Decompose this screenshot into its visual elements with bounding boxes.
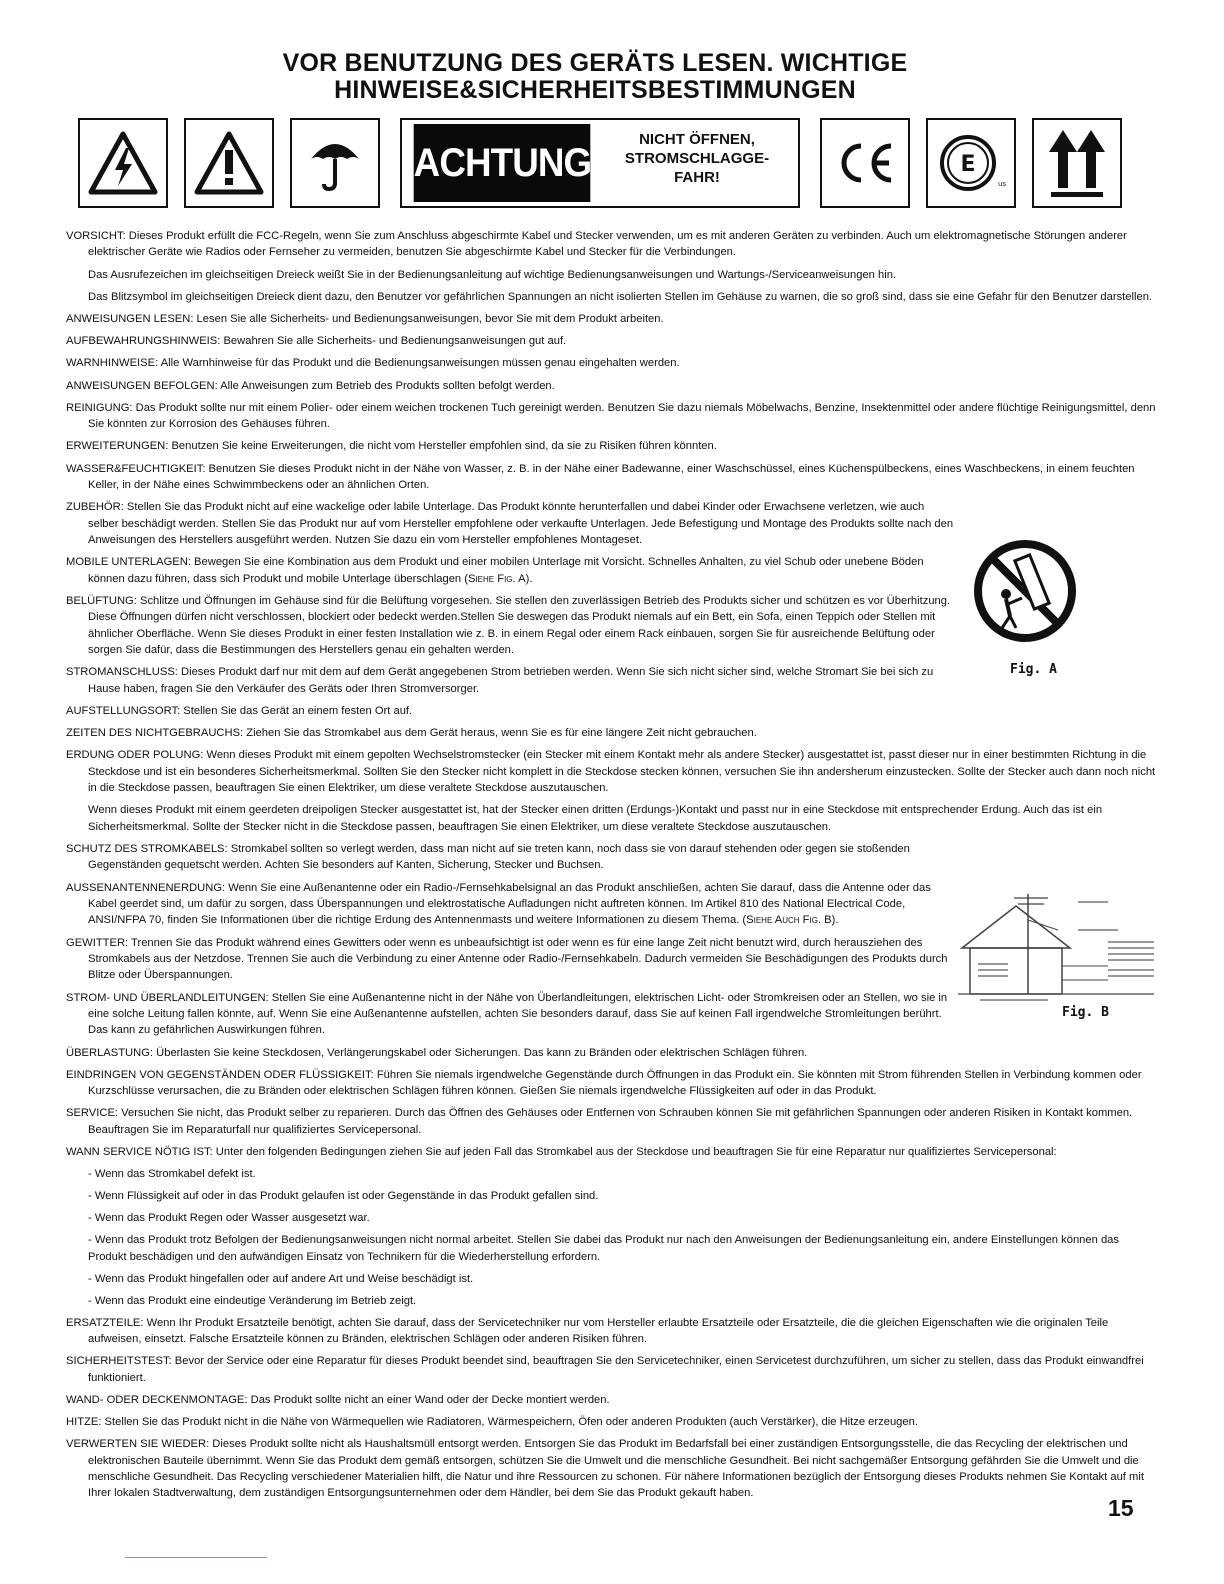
para-erdung	[66, 747, 1156, 796]
para-ausrufezeichen: Das Ausrufezeichen im gleichseitigen Dreieck weißt Sie in der Bedienungsanleitung auf wichtige Bedienungsanweisungen und Wartungs-/Serviceanweisungen hin.	[88, 268, 897, 281]
text-eindringen: Führen Sie niemals irgendwelche Gegenstände durch Öffnungen in das Produkt ein. Sie könnten mit Strom führenden Stellen in Verbindung kommen oder Kurzschlüsse verursachen, die zu Bränden oder elektrischen Schlägen führen können. Gießen Sie niemals irgendwelche Flüssigkeiten auf oder in das Produkt.	[88, 1068, 1142, 1098]
label-stromanschluss: STROMANSCHLUSS:	[66, 666, 178, 679]
label-vorsicht: VORSICHT:	[66, 230, 126, 242]
para-service	[66, 1105, 1156, 1138]
label-zeiten: ZEITEN DES NICHTGEBRAUCHS:	[66, 727, 244, 740]
label-mobile: MOBILE UNTERLAGEN:	[66, 556, 191, 569]
para-sicherheitstest	[66, 1353, 1156, 1386]
label-warn: WARNHINWEISE:	[66, 357, 159, 370]
text-sicherheitstest: Bevor der Service oder eine Reparatur für dieses Produkt beendet sind, beauftragen Sie den Servicetechniker, einen Servicetest durchzuführen, um sicher zu stellen, dass das Produkt einwandfrei funktioniert.	[88, 1355, 1144, 1384]
page-number: 15	[1108, 1495, 1134, 1521]
text-ueberland: Stellen Sie eine Außenantenne nicht in der Nähe von Überlandleitungen, elektrischen Licht- oder Stromkreisen oder an Stellen, wo sie in eine solche Leitung fallen könnte, auf. Wenn Sie eine Außenantenne aufstellen, achten Sie besonders darauf, dass Sie auf keinen Fall irgendwelche Stromleitungen berührt. Das kann zu gefährlichen Auswirkungen führen.	[88, 991, 948, 1037]
para-erweiterungen	[66, 438, 1156, 454]
text-service: Versuchen Sie nicht, das Produkt selber zu reparieren. Durch das Öffnen des Gehäuses oder Entfernen von Schrauben können Sie mit gefährlichen Spannungen oder anderen Risiken in Kontakt kommen. Beauftragen Sie im Reparaturfall nur qualifiziertes Servicepersonal.	[88, 1107, 1133, 1136]
this-way-up-arrows-icon	[1032, 118, 1122, 208]
text-hitze: Stellen Sie das Produkt nicht in die Nähe von Wärmequellen wie Radiatoren, Wärmespeichern, Öfen oder anderen Produkten (auch Verstärker), die Hitze erzeugen.	[101, 1416, 918, 1429]
text-wann: Unter den folgenden Bedingungen ziehen Sie auf jeden Fall das Stromkabel aus der Steckdose und beauftragen Sie für eine Reparatur nur qualifiziertes Servicepersonal:	[212, 1146, 1057, 1159]
title-line-2: HINWEISE&SICHERHEITSBESTIMMUNGEN	[334, 76, 856, 104]
label-ueberlastung: ÜBERLASTUNG:	[66, 1046, 154, 1059]
ref-fig-a: Siehe Fig. A	[468, 572, 526, 585]
ce-mark-icon	[820, 118, 910, 208]
list-item: - Wenn das Produkt trotz Befolgen der Bedienungsanweisungen nicht normal arbeitet. Stellen Sie dabei das Produkt nur nach den Anweisungen der Bedienungsanleitung ein, andere Einstellungen können das Produkt beschädigen und den aufwändigen Einsatz von Technikern für die Wiederherstellung erfordern.	[88, 1234, 1119, 1263]
label-aufstellungsort: AUFSTELLUNGSORT:	[66, 704, 181, 717]
para-ersatzteile	[66, 1315, 1156, 1348]
footer-rule	[125, 1557, 267, 1558]
ref-fig-b: Siehe Auch Fig. B	[746, 914, 832, 927]
para-aussen	[66, 880, 956, 929]
para-schutz	[66, 841, 956, 874]
text-mobile: Bewegen Sie eine Kombination aus dem Produkt und einer mobilen Unterlage mit Vorsicht. Schnelles Anhalten, zu viel Schub oder unebene Böden können dazu führen, dass sich Produkt und mobile Unterlage überschlagen (	[88, 556, 924, 585]
para-mobile	[66, 554, 956, 587]
list-item: - Wenn das Stromkabel defekt ist.	[88, 1168, 256, 1181]
label-belueftung: BELÜFTUNG:	[66, 594, 137, 607]
para-wasser	[66, 461, 1156, 494]
text-wand: Das Produkt sollte nicht an einer Wand oder der Decke montiert werden.	[247, 1393, 610, 1406]
label-ersatzteile: ERSATZTEILE:	[66, 1316, 144, 1329]
antenna-grounding-diagram	[958, 890, 1158, 1010]
label-aussen: AUSSENANTENNENERDUNG:	[66, 881, 226, 894]
etl-listed-icon	[926, 118, 1016, 208]
para-wann	[66, 1144, 1156, 1160]
label-ueberland: STROM- UND ÜBERLANDLEITUNGEN:	[66, 991, 269, 1004]
text-reinigung: Das Produkt sollte nur mit einem Polier- oder einem weichen trockenen Tuch gereinigt werden. Benutzen Sie dazu niemals Möbelwachs, Benzine, Insektenmittel oder andere flüchtige Reinigungsmittel, denn Sie könnten zur Korrosion des Gehäuses führen.	[88, 401, 1156, 431]
text-ersatzteile: Wenn Ihr Produkt Ersatzteile benötigt, achten Sie darauf, dass der Servicetechniker nur vom Hersteller erlaubte Ersatzteile oder Ersatzteile, die die gleichen Eigenschaften wie die originalen Teile aufweisen, einsetzt. Falsche Ersatzteile können zu Bränden, elektrischen Schlägen oder anderen Risiken führen.	[88, 1316, 1109, 1346]
text-aufstellungsort: Stellen Sie das Gerät an einem festen Ort auf.	[180, 704, 413, 717]
text-erdung: Wenn dieses Produkt mit einem gepolten Wechselstromstecker (ein Stecker mit einem Kontakt mehr als andere Stecker) ausgestattet ist, passt dieser nur in einer bestimmten Richtung in die Steckdose und ist ein besonderes Sicherheitsmerkmal. Sollten Sie den Stecker nicht komplett in die Steckdose stecken können, versuchen Sie ihn andersherum einzustecken. Sollte der Stecker auch dann noch nicht in die Steckdose passen, beauftragen Sie einen Elektriker, um diese veraltete Steckdose auszutauschen.	[88, 749, 1156, 795]
para-ueberlastung	[66, 1045, 1156, 1061]
text-gewitter: Trennen Sie das Produkt während eines Gewitters oder wenn es unbeaufsichtigt ist oder wenn es für eine lange Zeit nicht benutzt wird, durch herausziehen des Stromkabels aus der Netzdose. Trennen Sie auch die Verbindung zu einer Antenne oder Radio-/Fernsehkabeln. Dadurch vermeiden Sie Beschädigungen des Produkts durch Blitze oder Überspannungen.	[88, 936, 948, 982]
label-aufbewahrung: AUFBEWAHRUNGSHINWEIS:	[66, 335, 221, 348]
para-hitze	[66, 1414, 1156, 1430]
page-title	[0, 50, 1190, 104]
label-erweiterungen: ERWEITERUNGEN:	[66, 440, 169, 453]
para-aufstellungsort	[66, 703, 1156, 719]
para-befolgen	[66, 378, 1156, 394]
label-wand: WAND- ODER DECKENMONTAGE:	[66, 1393, 248, 1406]
text-verwerten: Dieses Produkt sollte nicht als Haushaltsmüll entsorgt werden. Entsorgen Sie das Produkt im Bedarfsfall bei einer zuständigen Entsorgungsstelle, die das Recycling der elektrischen und elektronischen Bauteile übernimmt. Wenn Sie das Produkt dem gemäß entsorgen, schützen Sie die Umwelt und die menschliche Gesundheit. Bei nicht sachgemäßer Entsorgung gefährden Sie die Umwelt und die menschliche Gesundheit. Das Recycling verschiedener Materialien hilft, die Natur und ihre Ressourcen zu schonen. Für nähere Informationen bezüglich der Entsorgung dieses Produkts nehmen Sie Kontakt auf mit Ihrer lokalen Stadtverwaltung, dem zuständigen Entsorgungsunternehmen oder dem Händler, bei dem Sie das Produkt gekauft haben.	[88, 1438, 1144, 1500]
label-reinigung: REINIGUNG:	[66, 401, 133, 414]
para-belueftung	[66, 593, 956, 659]
text-erweiterungen: Benutzen Sie keine Erweiterungen, die nicht vom Hersteller empfohlen sind, da sie zu Risiken führen könnten.	[168, 440, 717, 453]
label-gewitter: GEWITTER:	[66, 936, 129, 949]
figure-a-caption: Fig. A	[1010, 662, 1057, 677]
label-lesen: ANWEISUNGEN LESEN:	[66, 313, 194, 326]
label-eindringen: EINDRINGEN VON GEGENSTÄNDEN ODER FLÜSSIGKEIT:	[66, 1068, 374, 1081]
label-zubehoer: ZUBEHÖR:	[66, 501, 124, 514]
para-aufbewahrung	[66, 333, 1156, 349]
safety-instructions	[66, 228, 1156, 1508]
para-erdung2: Wenn dieses Produkt mit einem geerdeten dreipoligen Stecker ausgestattet ist, hat der Stecker einen dritten (Erdungs-)Kontakt und passt nur in eine Steckdose mit entsprechender Erdung. Auch das ist ein Sicherheitsmerkmal. Sollte der Stecker nicht in die Steckdose passen, beauftragen Sie einen Elektriker, um diese veraltete Steckdose auszutauschen.	[88, 804, 1103, 833]
text-schutz: Stromkabel sollten so verlegt werden, dass man nicht auf sie treten kann, noch dass sie von darauf stehenden oder gegen sie stoßenden Gegenständen gequetscht werden. Achten Sie besonders auf Kanten, Sicherung, Stecker und Buchsen.	[88, 842, 910, 872]
label-sicherheitstest: SICHERHEITSTEST:	[66, 1355, 172, 1368]
para-warn	[66, 355, 1156, 371]
list-item: - Wenn das Produkt Regen oder Wasser ausgesetzt war.	[88, 1212, 370, 1225]
umbrella-icon	[290, 118, 380, 208]
para-vorsicht	[66, 228, 1156, 261]
para-zubehoer	[66, 499, 956, 548]
lightning-triangle-icon	[78, 118, 168, 208]
label-wann: WANN SERVICE NÖTIG IST:	[66, 1146, 213, 1159]
text-ueberlastung: Überlasten Sie keine Steckdosen, Verlängerungskabel oder Sicherungen. Das kann zu Bränden oder elektrischen Schlägen führen.	[153, 1046, 808, 1059]
para-verwerten	[66, 1436, 1156, 1502]
title-line-1: VOR BENUTZUNG DES GERÄTS LESEN. WICHTIGE	[282, 49, 908, 77]
exclamation-triangle-icon	[184, 118, 274, 208]
label-wasser: WASSER&FEUCHTIGKEIT:	[66, 462, 206, 475]
text-stromanschluss: Dieses Produkt darf nur mit dem auf dem Gerät angegebenen Strom betrieben werden. Wenn Sie sich nicht sicher sind, welche Stromart Sie bei sich zu Hause haben, fragen Sie den Verkäufer des Geräts oder Ihren Stromversorger.	[88, 666, 934, 695]
text-vorsicht: Dieses Produkt erfüllt die FCC-Regeln, wenn Sie zum Anschluss abgeschirmte Kabel und Stecker verwenden, um es mit anderen Geräten zu verbinden. Auch um elektromagnetische Störungen anderer elektrischer Geräte wie Radios oder Fernseher zu vermeiden, benutzen Sie abgeschirmte Kabel und Stecker für die Verbindungen.	[88, 230, 1127, 259]
list-item: - Wenn das Produkt hingefallen oder auf andere Art und Weise beschädigt ist.	[88, 1272, 474, 1285]
warning-line-2: STROMSCHLAGGE-	[624, 150, 770, 167]
text-befolgen: Alle Anweisungen zum Betrieb des Produkts sollten befolgt werden.	[217, 379, 555, 392]
text-zubehoer: Stellen Sie das Produkt nicht auf eine wackelige oder labile Unterlage. Das Produkt könnte herunterfallen und dabei Kinder oder Erwachsene verletzen, wie auch selber beschädigt werden. Stellen Sie das Produkt nur auf vom Hersteller empfohlene oder verkaufte Unterlagen. Jede Befestigung und Montage des Produkts sollte nach den Anweisungen des Herstellers ausgeführt werden. Nutzen Sie dazu ein vom Hersteller empfohlenes Montageset.	[88, 501, 954, 547]
text-wasser: Benutzen Sie dieses Produkt nicht in der Nähe von Wasser, z. B. in der Nähe einer Badewanne, einer Waschschüssel, eines Küchenspülbeckens, eines Waschbeckens, in einem feuchten Keller, in der Nähe eines Schwimmbeckens oder an ähnlichen Orten.	[88, 462, 1135, 492]
para-ueberland	[66, 990, 956, 1039]
para-blitz: Das Blitzsymbol im gleichseitigen Dreieck dient dazu, den Benutzer vor gefährlichen Spannungen an nicht isolierten Stellen im Gehäuse zu warnen, die so groß sind, dass sie eine Gefahr für den Benutzer darstellen.	[88, 290, 1153, 303]
label-service: SERVICE:	[66, 1107, 119, 1120]
para-eindringen	[66, 1067, 1156, 1100]
para-gewitter	[66, 935, 956, 984]
para-lesen	[66, 311, 1156, 327]
text-aussen: Wenn Sie eine Außenantenne oder ein Radio-/Fernsehkabelsignal an das Produkt anschließen, achten Sie darauf, dass die Antenne oder das Kabel geerdet sind, um dafür zu sorgen, dass Überspannungen und elektrostatische Aufladungen nicht auftreten können. Im Artikel 810 des National Electrical Code, ANSI/NFPA 70, finden Sie Informationen über die richtige Erdung des Antennenmasts und weitere Informationen zu diesem Thema. (	[88, 881, 931, 927]
warning-line-3: FAHR!	[674, 169, 720, 186]
label-verwerten: VERWERTEN SIE WIEDER:	[66, 1438, 210, 1451]
text-belueftung: Schlitze und Öffnungen im Gehäuse sind für die Belüftung vorgesehen. Sie stellen den zuverlässigen Betrieb des Produkts sicher und schützen es vor Überhitzung. Diese Öffnungen dürfen nicht verschlossen, blockiert oder bedeckt werden.Stellen Sie deswegen das Produkt niemals auf ein Bett, ein Sofa, einen Teppich oder Stellen mit ähnlicher Oberfläche. Wenn Sie dieses Produkt in einer festen Installation wie z. B. in einem Regal oder einem Rack einbauen, sorgen Sie für ausreichende Belüftung oder sorgen Sie dafür, dass die Bestimmungen des Herstellers genau ein gehalten werden.	[88, 594, 951, 657]
text-warn: Alle Warnhinweise für das Produkt und die Bedienungsanweisungen müssen genau eingehalten werden.	[158, 357, 680, 370]
achtung-label: ACHTUNG	[414, 124, 591, 202]
list-item: - Wenn das Produkt eine eindeutige Veränderung im Betrieb zeigt.	[88, 1294, 417, 1307]
text-aufbewahrung: Bewahren Sie alle Sicherheits- und Bedienungsanweisungen gut auf.	[220, 335, 567, 348]
label-schutz: SCHUTZ DES STROMKABELS:	[66, 842, 228, 855]
svg-text:E: E	[960, 152, 976, 177]
para-stromanschluss	[66, 664, 956, 697]
end-aussen: ).	[831, 914, 839, 927]
text-lesen: Lesen Sie alle Sicherheits- und Bedienungsanweisungen, bevor Sie mit dem Produkt arbeiten.	[193, 313, 664, 326]
warning-text	[600, 130, 794, 187]
label-befolgen: ANWEISUNGEN BEFOLGEN:	[66, 379, 218, 392]
end-mobile: ).	[525, 572, 533, 585]
warning-box	[400, 118, 800, 208]
label-erdung: ERDUNG ODER POLUNG:	[66, 749, 204, 762]
para-wand	[66, 1392, 1156, 1408]
text-zeiten: Ziehen Sie das Stromkabel aus dem Gerät heraus, wenn Sie es für eine längere Zeit nicht gebrauchen.	[243, 727, 757, 740]
para-zeiten	[66, 725, 1156, 741]
label-hitze: HITZE:	[66, 1416, 102, 1429]
para-reinigung	[66, 400, 1156, 433]
cart-tipover-warning-icon	[972, 538, 1078, 644]
warning-line-1: NICHT ÖFFNEN,	[639, 131, 755, 148]
list-item: - Wenn Flüssigkeit auf oder in das Produkt gelaufen ist oder Gegenstände in das Produkt gefallen sind.	[88, 1190, 599, 1203]
figure-b-caption: Fig. B	[1062, 1005, 1109, 1020]
svg-text:us: us	[997, 180, 1007, 188]
